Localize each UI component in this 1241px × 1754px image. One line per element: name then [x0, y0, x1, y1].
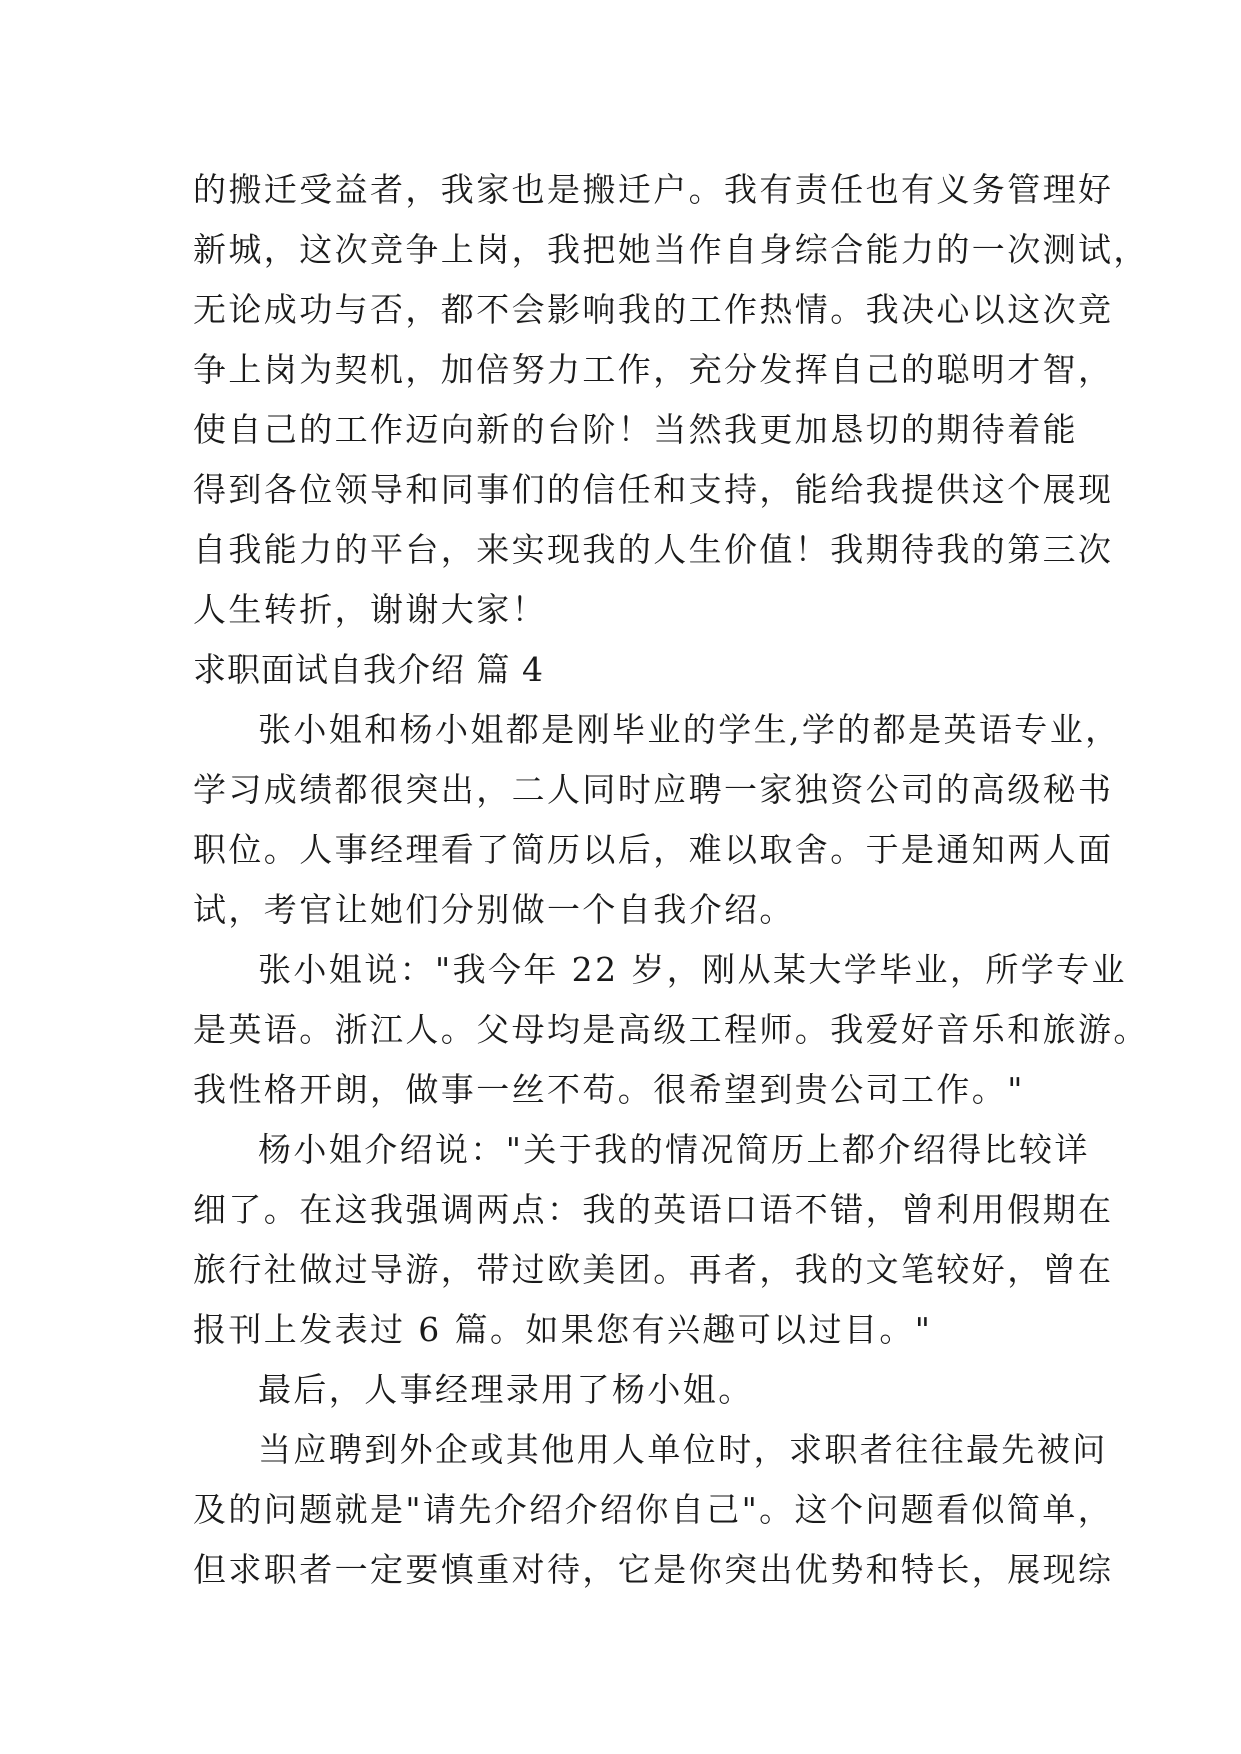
text-line: 自我能力的平台，来实现我的人生价值！我期待我的第三次	[193, 530, 1114, 569]
text-line: 是英语。浙江人。父母均是高级工程师。我爱好音乐和旅游。	[193, 1010, 1149, 1049]
text-line: 报刊上发表过 6 篇。如果您有兴趣可以过目。"	[193, 1310, 933, 1349]
text-line: 但求职者一定要慎重对待，它是你突出优势和特长，展现综	[193, 1550, 1114, 1589]
text-line: 旅行社做过导游，带过欧美团。再者，我的文笔较好，曾在	[193, 1250, 1114, 1289]
text-line: 新城，这次竞争上岗，我把她当作自身综合能力的一次测试，	[193, 230, 1149, 269]
text-line: 杨小姐介绍说："关于我的情况简历上都介绍得比较详	[258, 1130, 1090, 1169]
text-line: 当应聘到外企或其他用人单位时，求职者往往最先被问	[258, 1430, 1108, 1469]
text-line: 学习成绩都很突出，二人同时应聘一家独资公司的高级秘书	[193, 770, 1114, 809]
text-line: 张小姐和杨小姐都是刚毕业的学生,学的都是英语专业，	[258, 710, 1121, 749]
text-line: 使自己的工作迈向新的台阶！当然我更加恳切的期待着能	[193, 410, 1078, 449]
text-line: 我性格开朗，做事一丝不苟。很希望到贵公司工作。"	[193, 1070, 1025, 1109]
text-line: 无论成功与否，都不会影响我的工作热情。我决心以这次竞	[193, 290, 1114, 329]
text-line: 人生转折，谢谢大家！	[193, 590, 547, 629]
text-line: 及的问题就是"请先介绍介绍你自己"。这个问题看似简单，	[193, 1490, 1114, 1529]
text-line: 的搬迁受益者，我家也是搬迁户。我有责任也有义务管理好	[193, 170, 1114, 209]
section-heading: 求职面试自我介绍 篇 4	[193, 650, 544, 689]
text-line: 得到各位领导和同事们的信任和支持，能给我提供这个展现	[193, 470, 1114, 509]
text-line: 职位。人事经理看了简历以后，难以取舍。于是通知两人面	[193, 830, 1114, 869]
text-line: 细了。在这我强调两点：我的英语口语不错，曾利用假期在	[193, 1190, 1114, 1229]
text-line: 最后，人事经理录用了杨小姐。	[258, 1370, 754, 1409]
text-line: 张小姐说："我今年 22 岁，刚从某大学毕业，所学专业	[258, 950, 1127, 989]
text-line: 争上岗为契机，加倍努力工作，充分发挥自己的聪明才智，	[193, 350, 1114, 389]
text-line: 试，考官让她们分别做一个自我介绍。	[193, 890, 795, 929]
